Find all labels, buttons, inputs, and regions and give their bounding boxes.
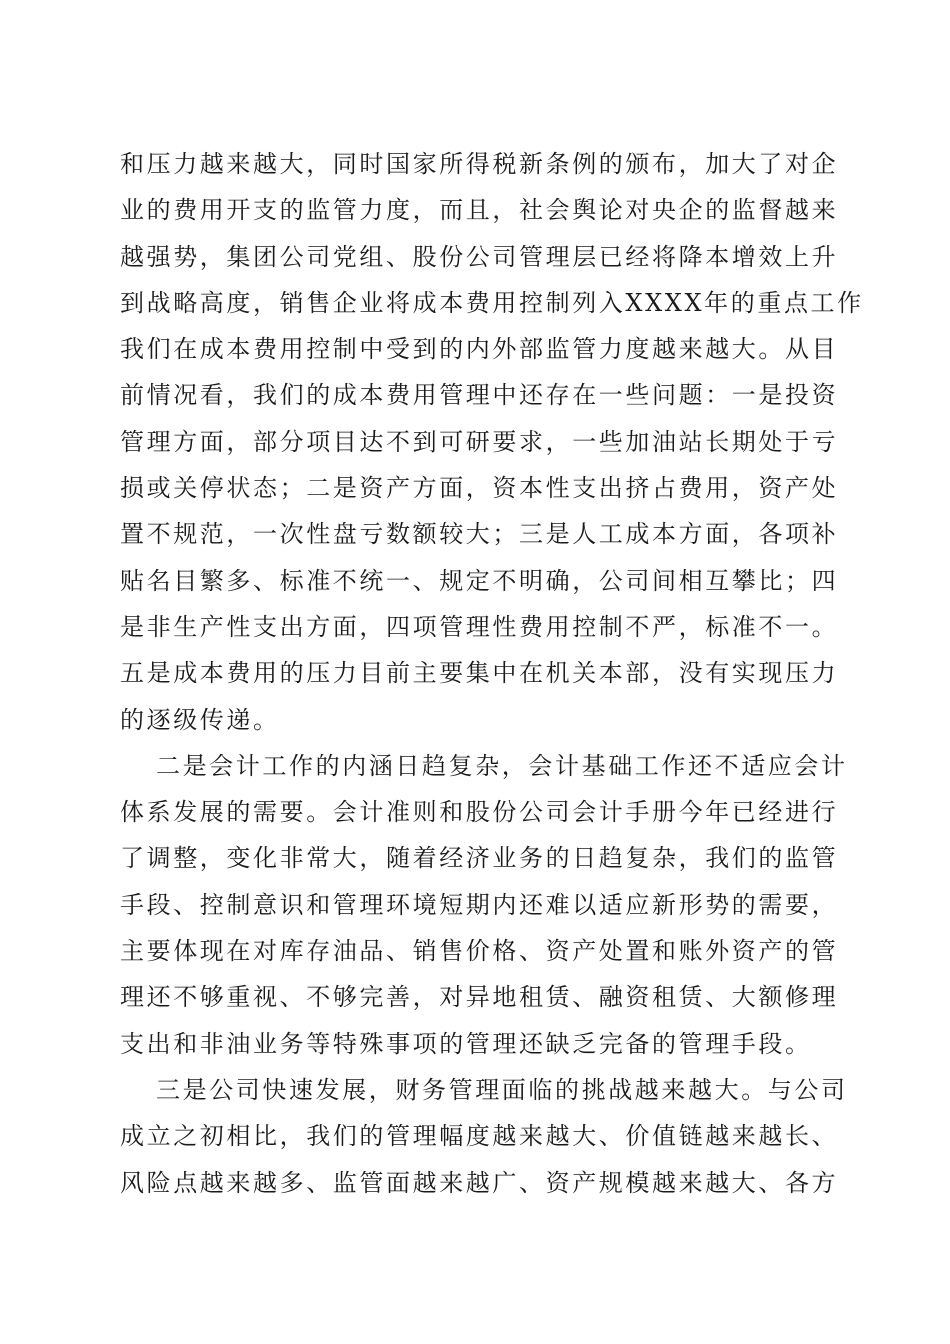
text-line: 手段、控制意识和管理环境短期内还难以适应新形势的需要， (120, 890, 839, 919)
text-line: 主要体现在对库存油品、销售价格、资产处置和账外资产的管 (120, 937, 839, 966)
text-line: 成立之初相比，我们的管理幅度越来越大、价值链越来越长、 (120, 1122, 839, 1151)
text-line: 业的费用开支的监管力度，而且，社会舆论对央企的监督越来 (120, 196, 839, 225)
text-line: 是非生产性支出方面，四项管理性费用控制不严，标准不一。 (120, 612, 839, 641)
text-line: 了调整，变化非常大，随着经济业务的日趋复杂，我们的监管 (120, 844, 839, 873)
text-line: 我们在成本费用控制中受到的内外部监管力度越来越大。从目 (120, 335, 839, 364)
body-text (120, 141, 864, 1206)
text-line: 损或关停状态；二是资产方面，资本性支出挤占费用，资产处 (120, 474, 839, 503)
text-line: 前情况看，我们的成本费用管理中还存在一些问题：一是投资 (120, 381, 839, 410)
text-line: 五是成本费用的压力目前主要集中在机关本部，没有实现压力 (120, 659, 839, 688)
text-line: 体系发展的需要。会计准则和股份公司会计手册今年已经进行 (120, 798, 839, 827)
paragraph-start-line: 二是会计工作的内涵日趋复杂，会计基础工作还不适应会计 (156, 751, 848, 780)
text-line: 的逐级传递。 (120, 705, 280, 734)
text-line: 贴名目繁多、标准不统一、规定不明确，公司间相互攀比；四 (120, 566, 839, 595)
text-line: 理还不够重视、不够完善，对异地租赁、融资租赁、大额修理 (120, 983, 839, 1012)
text-line: 到战略高度，销售企业将成本费用控制列入XXXX年的重点工作 (120, 288, 864, 317)
text-line: 和压力越来越大，同时国家所得税新条例的颁布，加大了对企 (120, 150, 839, 178)
text-line: 越强势，集团公司党组、股份公司管理层已经将降本增效上升 (120, 242, 839, 271)
text-line: 风险点越来越多、监管面越来越广、资产规模越来越大、各方 (120, 1168, 839, 1197)
paragraph-start-line: 三是公司快速发展，财务管理面临的挑战越来越大。与公司 (156, 1075, 848, 1104)
text-line: 管理方面，部分项目达不到可研要求，一些加油站长期处于亏 (120, 427, 839, 456)
text-line: 置不规范，一次性盘亏数额较大；三是人工成本方面，各项补 (120, 520, 839, 549)
text-line: 支出和非油业务等特殊事项的管理还缺乏完备的管理手段。 (120, 1029, 812, 1058)
